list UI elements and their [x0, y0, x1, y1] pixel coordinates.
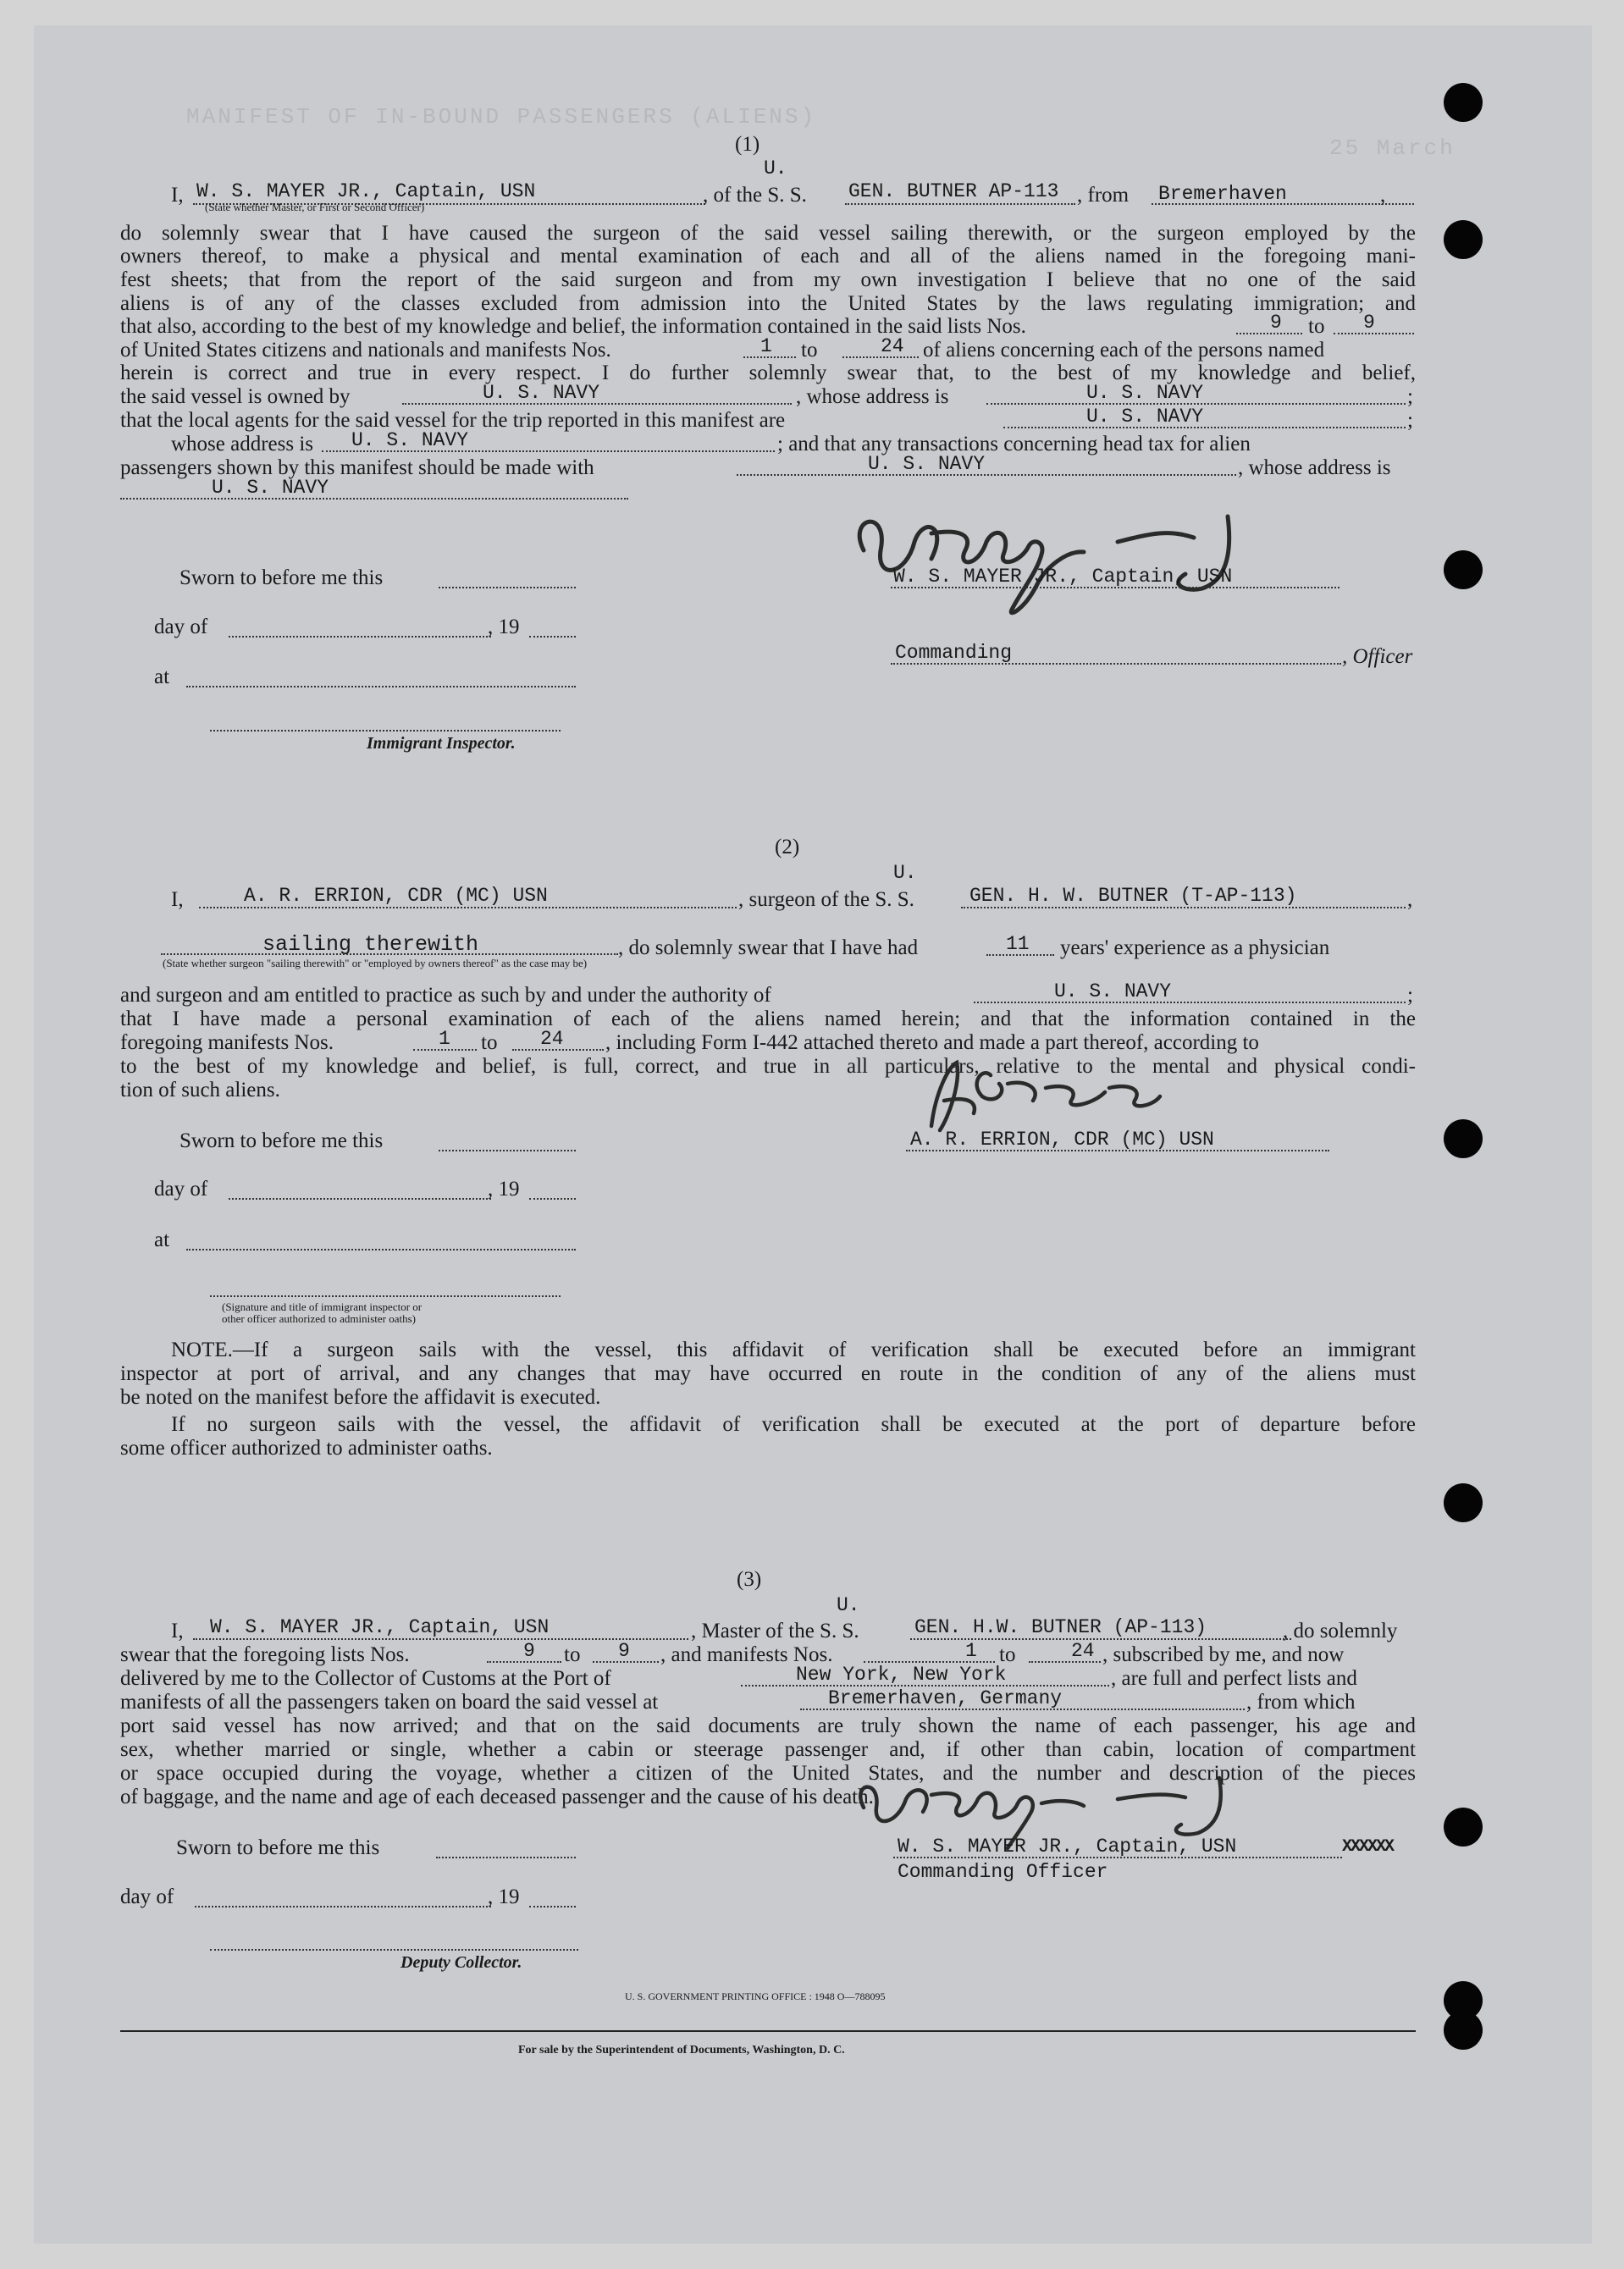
owner-address-line [986, 403, 1406, 405]
affidavit-text-line: manifests of all the passengers taken on board the said vessel at [120, 1691, 659, 1714]
affidavit-text-line: do solemnly swear that I have caused the surgeon of the said vessel sailing therewith, or the surgeon employed by the [120, 222, 1416, 245]
agents-address: U. S. NAVY [351, 429, 469, 451]
list-from-line [487, 1661, 561, 1663]
officer-label: , Officer [1342, 645, 1413, 668]
section-number: (1) [735, 133, 760, 156]
bleed-through-date: 25 March [1329, 135, 1456, 161]
inspector-caption: (Signature and title of immigrant inspector or [222, 1300, 423, 1313]
inspector-signature-line [210, 1295, 561, 1297]
affidavit-text-line: passengers shown by this manifest should be made with [120, 456, 594, 479]
surgeon-status: sailing therewith [262, 932, 479, 957]
affidavit-text-line: years' experience as a physician [1060, 936, 1330, 959]
section-number: (3) [737, 1568, 762, 1591]
at-line [186, 1249, 576, 1250]
punctuation: , [1407, 888, 1413, 911]
affidavit-text-line: of United States citizens and nationals and manifests Nos. [120, 339, 611, 362]
year-line [529, 1906, 576, 1907]
affidavit-text-line: fest sheets; that from the report of the said surgeon and from my own investigation I believe that no one of the said [120, 268, 1416, 291]
manifest-to: 24 [540, 1028, 564, 1050]
document-page [34, 25, 1592, 2244]
affidavit-text-line: , do solemnly [1283, 1620, 1398, 1642]
practice-authority-line [974, 1002, 1406, 1003]
affidavit-text-line: , do solemnly swear that I have had [618, 936, 919, 959]
affidavit-text-line: that I have made a personal examination of each of the aliens named herein; and that the information contained in the [120, 1008, 1416, 1030]
master-signature [830, 500, 1304, 627]
note-line: some officer authorized to administer oaths. [120, 1437, 493, 1460]
to-label: to [999, 1643, 1016, 1666]
note-line: inspector at port of arrival, and any changes that may have occurred en route in the condition of any of the aliens must [120, 1362, 1416, 1385]
surgeon-signer-line [906, 1150, 1329, 1151]
affidavit-text-line: owners thereof, to make a physical and mental examination of each and all of the aliens named in the foregoing mani- [120, 245, 1416, 268]
section-letter: U. [837, 1594, 860, 1616]
note-line: If no surgeon sails with the vessel, the affidavit of verification shall be executed at the port of departure before [171, 1413, 1416, 1436]
punch-hole [1444, 1808, 1483, 1847]
affidavit-text-line: whose address is [171, 433, 314, 455]
year-line [529, 636, 576, 638]
commanding-title: Commanding Officer [898, 1861, 1108, 1883]
commanding-title: Commanding [895, 642, 1013, 664]
affidavit-text-line: port said vessel has now arrived; and that on the said documents are truly shown the name of each passenger, his age and [120, 1714, 1416, 1737]
years-experience-line [986, 954, 1054, 956]
inspector-caption: other officer authorized to administer oaths) [222, 1312, 416, 1325]
vessel-name-line [961, 907, 1406, 908]
affidavit-text-line: foregoing manifests Nos. [120, 1031, 334, 1054]
agents-address-line [322, 450, 775, 452]
affidavit-text-line: and surgeon and am entitled to practice as such by and under the authority of [120, 984, 771, 1007]
head-tax-address: U. S. NAVY [212, 477, 329, 499]
vessel-owner-line [402, 403, 792, 405]
to-label: to [1308, 315, 1325, 338]
commanding-line [891, 663, 1341, 665]
day-label: day of [154, 616, 208, 638]
manifest-to-line [842, 356, 919, 358]
printing-office-imprint: U. S. GOVERNMENT PRINTING OFFICE : 1948 O—788095 [625, 1990, 886, 2002]
sworn-line [439, 1150, 576, 1151]
sworn-label: Sworn to before me this [180, 1129, 384, 1152]
years-experience: 11 [1006, 933, 1030, 955]
to-label: to [564, 1643, 581, 1666]
pronoun: I, [171, 888, 184, 911]
punch-hole [1444, 220, 1483, 259]
head-tax-contact: U. S. NAVY [868, 453, 986, 475]
master-signer-name: W. S. MAYER JR., Captain, USN [893, 566, 1233, 588]
of-ss-label: , Master of the S. S. [691, 1620, 859, 1642]
vessel-owner: U. S. NAVY [483, 382, 600, 404]
master-signer-name: W. S. MAYER JR., Captain, USN [898, 1836, 1237, 1858]
embarkation-port: Bremerhaven, Germany [828, 1687, 1063, 1709]
year-line [529, 1198, 576, 1200]
day-label: day of [120, 1885, 174, 1908]
at-line [186, 686, 576, 687]
affidavit-text-line: to the best of my knowledge and belief, is full, correct, and true in all particulars, relative to the mental and physical condi- [120, 1055, 1416, 1078]
vessel-name: GEN. H.W. BUTNER (AP-113) [914, 1616, 1207, 1638]
vessel-name-line [845, 203, 1075, 205]
struck-title: XXXXXX [1342, 1837, 1394, 1857]
of-ss-label: , surgeon of the S. S. [738, 888, 914, 911]
list-from: 9 [523, 1640, 535, 1662]
master-signer-line [891, 587, 1340, 588]
embarkation-port-line [800, 1709, 1245, 1710]
manifest-from: 1 [439, 1028, 450, 1050]
manifest-to: 24 [1071, 1640, 1095, 1662]
punch-hole [1444, 83, 1483, 122]
affidavit-text-line: tion of such aliens. [120, 1079, 280, 1101]
manifest-to: 24 [881, 335, 904, 357]
day-line [195, 1906, 491, 1907]
list-to-line [593, 1661, 659, 1663]
at-label: at [154, 665, 170, 688]
affidavit-text-line: , are full and perfect lists and [1111, 1667, 1357, 1690]
list-from: 9 [1270, 312, 1282, 334]
list-to-line [1334, 333, 1414, 334]
manifest-to-line [1029, 1661, 1101, 1663]
at-label: at [154, 1228, 170, 1251]
affidavit-text-line: aliens is of any of the classes excluded from admission into the United States by the laws regulating immigration; and [120, 292, 1416, 315]
year-label: , 19 [488, 616, 520, 638]
arrival-port-line [741, 1685, 1109, 1687]
to-label: to [801, 339, 818, 362]
affidavit-text-line: delivered by me to the Collector of Customs at the Port of [120, 1667, 611, 1690]
collector-signature-line [210, 1949, 578, 1951]
arrival-port: New York, New York [796, 1664, 1007, 1686]
punch-hole [1444, 2011, 1483, 2050]
surgeon-status-line [161, 953, 618, 955]
footer-rule [120, 2030, 1416, 2032]
master-rank-caption: (State whether Master, or First or Second Officer) [205, 201, 425, 213]
note-line: NOTE.—If a surgeon sails with the vessel, this affidavit of verification shall be executed before an immigrant [171, 1339, 1416, 1361]
manifest-from: 1 [965, 1640, 977, 1662]
from-label: , from [1077, 184, 1130, 207]
departure-port: Bremerhaven [1158, 183, 1287, 205]
list-to: 9 [618, 1640, 630, 1662]
master-name: W. S. MAYER JR., Captain, USN [210, 1616, 550, 1638]
affidavit-text-line: , whose address is [796, 385, 949, 408]
affidavit-text-line: ; and that any transactions concerning head tax for alien [777, 433, 1251, 455]
vessel-name: GEN. H. W. BUTNER (T-AP-113) [969, 885, 1297, 907]
affidavit-text-line: the said vessel is owned by [120, 385, 351, 408]
year-label: , 19 [488, 1885, 520, 1908]
section-letter: U. [893, 862, 917, 884]
affidavit-text-line: , from which [1246, 1691, 1356, 1714]
punch-hole [1444, 1483, 1483, 1522]
of-ss-label: , of the S. S. [703, 184, 807, 207]
vessel-name: GEN. BUTNER AP-113 [848, 180, 1059, 202]
affidavit-text-line: sex, whether married or single, whether a cabin or steerage passenger and, if other than cabin, location of compartment [120, 1738, 1416, 1761]
pronoun: I, [171, 1620, 184, 1642]
punctuation: ; [1407, 984, 1413, 1007]
practice-authority: U. S. NAVY [1054, 980, 1172, 1002]
collector-caption: Deputy Collector. [400, 1953, 522, 1972]
affidavit-text-line: of aliens concerning each of the persons named [923, 339, 1325, 362]
manifest-from: 1 [760, 335, 772, 357]
master-name: W. S. MAYER JR., Captain, USN [196, 180, 536, 202]
punctuation: ; [1407, 409, 1413, 432]
inspector-signature-line [210, 730, 561, 731]
affidavit-text-line: , whose address is [1238, 456, 1391, 479]
local-agents: U. S. NAVY [1086, 406, 1204, 428]
manifest-from-line [413, 1049, 477, 1051]
pronoun: I, [171, 184, 184, 207]
surgeon-name-line [199, 907, 737, 908]
surgeon-name: A. R. ERRION, CDR (MC) USN [244, 885, 548, 907]
affidavit-text-line: that also, according to the best of my knowledge and belief, the information contained in the said lists Nos. [120, 315, 1026, 338]
master-name-line [193, 1638, 688, 1640]
punctuation: , [1380, 184, 1386, 207]
list-from-line [1236, 333, 1302, 334]
section-letter: U. [764, 157, 787, 179]
head-tax-address-line [120, 498, 628, 500]
affidavit-text-line: swear that the foregoing lists Nos. [120, 1643, 410, 1666]
year-label: , 19 [488, 1178, 520, 1201]
departure-port-line [1152, 203, 1414, 205]
manifest-from-line [743, 356, 796, 358]
sworn-label: Sworn to before me this [180, 566, 384, 589]
inspector-caption: Immigrant Inspector. [367, 734, 516, 753]
day-line [229, 636, 491, 638]
list-to: 9 [1363, 312, 1375, 334]
manifest-from-line [864, 1661, 995, 1663]
affidavit-text-line: , and manifests Nos. [660, 1643, 833, 1666]
manifest-to-line [512, 1049, 604, 1051]
note-line: be noted on the manifest before the affidavit is executed. [120, 1386, 601, 1409]
head-tax-contact-line [737, 474, 1236, 476]
affidavit-text-line: that the local agents for the said vessel for the trip reported in this manifest are [120, 409, 786, 432]
owner-address: U. S. NAVY [1086, 382, 1204, 404]
affidavit-text-line: or space occupied during the voyage, whether a citizen of the United States, and the number and description of the pieces [120, 1762, 1416, 1785]
punch-hole [1444, 550, 1483, 589]
local-agents-line [1003, 427, 1406, 428]
sworn-line [436, 1857, 576, 1858]
day-label: day of [154, 1178, 208, 1201]
master-signer-line [893, 1857, 1342, 1858]
day-line [229, 1198, 491, 1200]
affidavit-text-line: herein is correct and true in every respect. I do further solemnly swear that, to the best of my knowledge and belief, [120, 362, 1416, 384]
sworn-label: Sworn to before me this [176, 1836, 380, 1859]
surgeon-signer-name: A. R. ERRION, CDR (MC) USN [910, 1129, 1214, 1151]
affidavit-text-line: , including Form I-442 attached thereto and made a part thereof, according to [605, 1031, 1259, 1054]
sworn-line [439, 587, 576, 588]
surgeon-status-caption: (State whether surgeon "sailing therewith" or "employed by owners thereof" as the case may be) [163, 957, 588, 969]
to-label: to [481, 1031, 498, 1054]
punctuation: ; [1407, 385, 1413, 408]
punch-hole [1444, 1119, 1483, 1158]
affidavit-text-line: of baggage, and the name and age of each deceased passenger and the cause of his death. [120, 1786, 874, 1808]
sale-notice: For sale by the Superintendent of Documents, Washington, D. C. [518, 2044, 845, 2056]
section-number: (2) [775, 836, 800, 858]
affidavit-text-line: , subscribed by me, and now [1102, 1643, 1345, 1666]
bleed-through-header: MANIFEST OF IN-BOUND PASSENGERS (ALIENS) [186, 104, 817, 130]
